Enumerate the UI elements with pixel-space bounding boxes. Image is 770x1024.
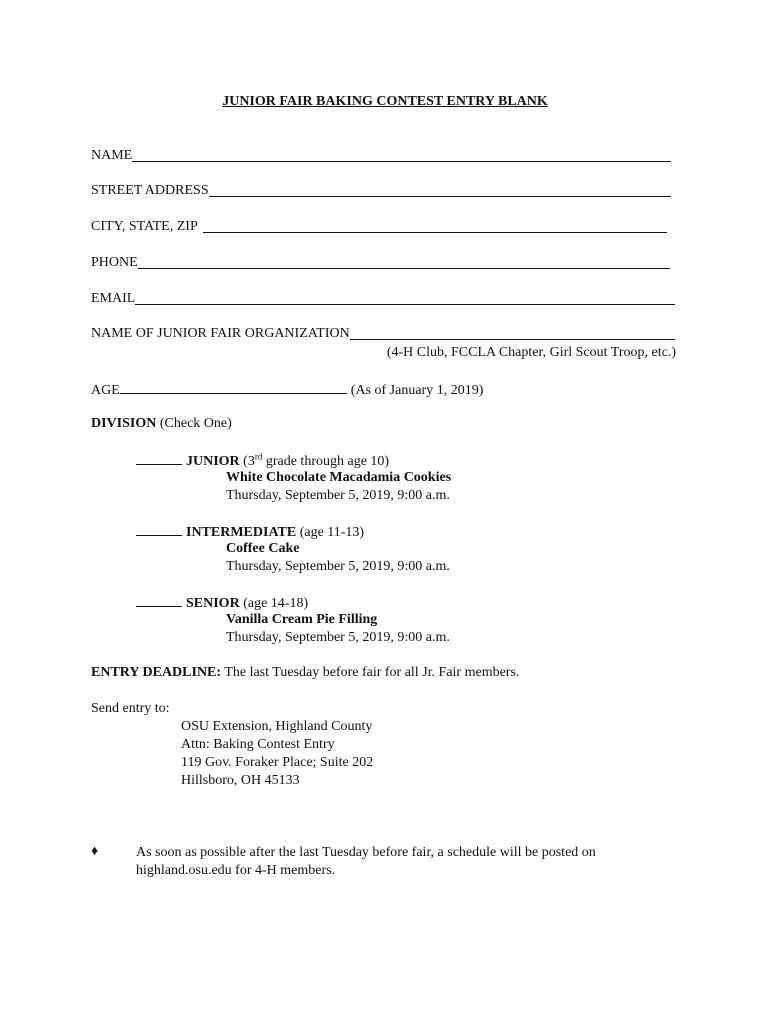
schedule-note-line-1: As soon as possible after the last Tuesday before fair, a schedule will be posted on [136,845,596,860]
junior-name: JUNIOR [186,454,240,469]
age-input-line[interactable] [120,380,347,394]
address-line-2: Attn: Baking Contest Entry [181,737,335,752]
diamond-bullet-icon: ♦ [91,844,99,859]
senior-name: SENIOR [186,596,240,611]
name-label: NAME [91,148,133,163]
intermediate-when: Thursday, September 5, 2019, 9:00 a.m. [226,559,450,574]
junior-range: (3rd grade through age 10) [243,451,390,469]
division-heading [91,415,232,433]
division-option-intermediate[interactable] [136,522,364,542]
deadline-label: ENTRY DEADLINE: [91,665,222,680]
email-input-line[interactable] [135,291,675,305]
senior-range: (age 14-18) [243,596,309,611]
address-line-3: 119 Gov. Foraker Place; Suite 202 [181,755,374,770]
intermediate-item: Coffee Cake [226,541,300,556]
senior-check-blank[interactable] [136,593,182,607]
street-address-label: STREET ADDRESS [91,183,209,198]
email-label: EMAIL [91,291,136,306]
age-label: AGE [91,383,120,398]
form-title: JUNIOR FAIR BAKING CONTEST ENTRY BLANK [222,94,548,109]
junior-item: White Chocolate Macadamia Cookies [226,470,452,485]
street-address-input-line[interactable] [209,183,671,197]
senior-item: Vanilla Cream Pie Filling [226,612,378,627]
name-input-line[interactable] [132,148,671,162]
name-field[interactable] [91,147,671,165]
phone-input-line[interactable] [138,255,670,269]
division-label: DIVISION [91,416,157,431]
phone-field[interactable] [91,254,670,272]
age-note: (As of January 1, 2019) [350,383,484,398]
city-state-zip-input-line[interactable] [203,219,667,233]
phone-label: PHONE [91,255,138,270]
city-state-zip-field[interactable] [91,218,667,236]
organization-hint: (4-H Club, FCCLA Chapter, Girl Scout Troop, etc.) [386,345,676,360]
intermediate-name: INTERMEDIATE [186,525,297,540]
junior-when: Thursday, September 5, 2019, 9:00 a.m. [226,488,450,503]
send-entry-label: Send entry to: [91,701,170,716]
intermediate-range: (age 11-13) [299,525,365,540]
organization-input-line[interactable] [350,326,675,340]
street-address-field[interactable] [91,182,671,200]
senior-when: Thursday, September 5, 2019, 9:00 a.m. [226,630,450,645]
division-option-junior[interactable] [136,451,389,471]
age-field[interactable] [91,380,483,400]
address-line-4: Hillsboro, OH 45133 [181,773,300,788]
city-state-zip-label: CITY, STATE, ZIP [91,219,198,234]
intermediate-check-blank[interactable] [136,522,182,536]
division-option-senior[interactable] [136,593,308,613]
division-note: (Check One) [159,416,232,431]
deadline-text: The last Tuesday before fair for all Jr. Fair members. [224,665,520,680]
address-line-1: OSU Extension, Highland County [181,719,373,734]
organization-label: NAME OF JUNIOR FAIR ORGANIZATION [91,326,350,341]
email-field[interactable] [91,290,675,308]
schedule-note-line-2: highland.osu.edu for 4-H members. [136,863,336,878]
junior-check-blank[interactable] [136,451,182,465]
entry-deadline [91,664,519,682]
organization-field[interactable] [91,325,675,343]
